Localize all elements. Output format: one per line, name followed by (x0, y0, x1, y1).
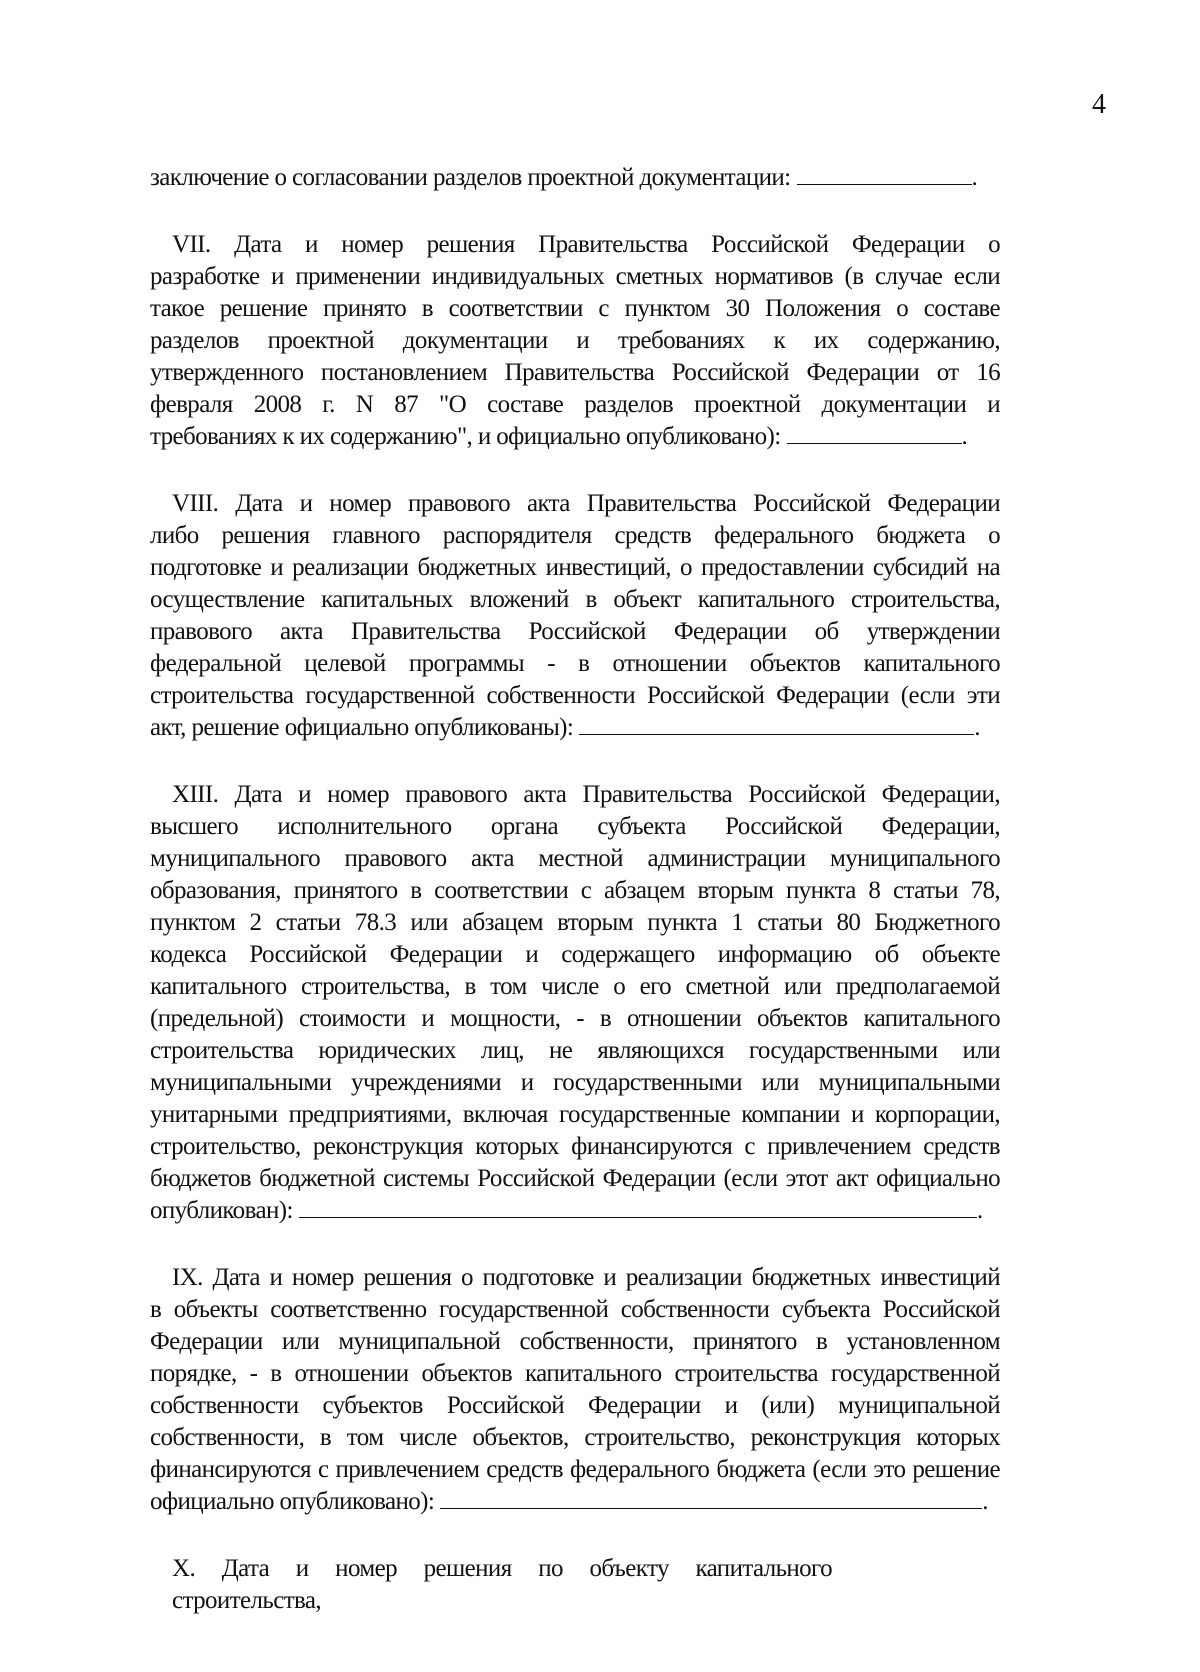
text-line: финансируются с привлечением средств федерального бюджета (если это решение (150, 1456, 1000, 1483)
fill-in-blank (797, 162, 972, 185)
text-line: порядке, - в отношении объектов капитального строительства государственной (150, 1360, 1000, 1387)
text-line: заключение о согласовании разделов проектной документации: (150, 164, 791, 191)
fill-in-blank (440, 1486, 982, 1509)
text-line: осуществление капитальных вложений в объект капитального строительства, (150, 586, 1000, 613)
text-line: такое решение принято в соответствии с пунктом 30 Положения о составе (150, 295, 1000, 322)
text-line: разработке и применении индивидуальных сметных нормативов (в случае если (150, 263, 1000, 290)
text-line: собственности субъектов Российской Федерации и (или) муниципальной (150, 1392, 1000, 1419)
text-line: капитального строительства, в том числе о его сметной или предполагаемой (150, 973, 1000, 1000)
text-line: акт, решение официально опубликованы): (150, 714, 574, 741)
text-line: строительства юридических лиц, не являющихся государственными или (150, 1037, 1000, 1064)
text-line: XIII. Дата и номер правового акта Правительства Российской Федерации, (172, 781, 1000, 808)
text-line: в объекты соответственно государственной собственности субъекта Российской (150, 1296, 1000, 1323)
text-line: строительства государственной собственности Российской Федерации (если эти (150, 682, 1000, 709)
text-line: кодекса Российской Федерации и содержащего информацию об объекте (150, 941, 1000, 968)
fill-in-blank (787, 421, 962, 444)
paragraph-section-viii: VIII. Дата и номер правового акта Правительства Российской Федерации либо решения главного распорядителя средств федерального бюджета о подготовке и реализации бюджетных инвестиций, о предоставлении субсидий на осуществление капитальных вложений в объект капитального строительства, правового акта Правительства Российской Федерации об утверждении федеральной целевой программы - в отношении объектов капитального строительства государственной собственности Российской Федерации (если эти акт, решение официально опубликованы): . (150, 490, 1000, 741)
paragraph-section-xiii: XIII. Дата и номер правового акта Правительства Российской Федерации, высшего исполнительного органа субъекта Российской Федерации, муниципального правового акта местной администрации муниципального образования, принятого в соответствии с абзацем вторым пункта 8 статьи 78, пунктом 2 статьи 78.3 или абзацем вторым пункта 1 статьи 80 Бюджетного кодекса Российской Федерации и содержащего информацию об объекте капитального строительства, в том числе о его сметной или предполагаемой (предельной) стоимости и мощности, - в отношении объектов капитального строительства юридических лиц, не являющихся государственными или муниципальными учреждениями и государственными или муниципальными унитарными предприятиями, включая государственные компании и корпорации, строительство, реконструкция которых финансируются с привлечением средств бюджетов бюджетной системы Российской Федерации (если этот акт официально опубликован): . (150, 781, 1000, 1224)
document-body (150, 162, 1000, 1614)
text-line: муниципального правового акта местной администрации муниципального (150, 845, 1000, 872)
text-line: VII. Дата и номер решения Правительства Российской Федерации о (172, 231, 1000, 258)
text-line: опубликован): (150, 1197, 293, 1224)
fill-in-blank (299, 1195, 977, 1218)
text-line: бюджетов бюджетной системы Российской Федерации (если этот акт официально (150, 1165, 1000, 1192)
text-line: подготовке и реализации бюджетных инвестиций, о предоставлении субсидий на (150, 554, 1000, 581)
text-line: X. Дата и номер решения по объекту капитального строительства, (172, 1555, 832, 1614)
text-line: официально опубликовано): (150, 1488, 435, 1515)
text-line: (предельной) стоимости и мощности, - в отношении объектов капитального (150, 1005, 1000, 1032)
paragraph-section-x (150, 1553, 1000, 1614)
page-number: 4 (1092, 89, 1106, 120)
text-line: утвержденного постановлением Правительства Российской Федерации от 16 (150, 359, 1000, 386)
text-line: разделов проектной документации и требованиях к их содержанию, (150, 327, 1000, 354)
fill-in-blank (579, 712, 974, 735)
text-line: высшего исполнительного органа субъекта Российской Федерации, (150, 813, 1000, 840)
text-line: пунктом 2 статьи 78.3 или абзацем вторым пункта 1 статьи 80 Бюджетного (150, 909, 1000, 936)
text-line: либо решения главного распорядителя средств федерального бюджета о (150, 522, 1000, 549)
text-line: строительство, реконструкция которых финансируются с привлечением средств (150, 1133, 1000, 1160)
text-line: правового акта Правительства Российской Федерации об утверждении (150, 618, 1000, 645)
paragraph-section-vii: VII. Дата и номер решения Правительства Российской Федерации о разработке и применении индивидуальных сметных нормативов (в случае если такое решение принято в соответствии с пунктом 30 Положения о составе разделов проектной документации и требованиях к их содержанию, утвержденного постановлением Правительства Российской Федерации от 16 февраля 2008 г. N 87 "О составе разделов проектной документации и требованиях к их содержанию", и официально опубликовано): . (150, 231, 1000, 450)
text-line: муниципальными учреждениями и государственными или муниципальными (150, 1069, 1000, 1096)
text-line: IX. Дата и номер решения о подготовке и реализации бюджетных инвестиций (172, 1264, 1000, 1291)
text-line: февраля 2008 г. N 87 "О составе разделов проектной документации и (150, 391, 1000, 418)
text-line: унитарными предприятиями, включая государственные компании и корпорации, (150, 1101, 1000, 1128)
text-line: федеральной целевой программы - в отношении объектов капитального (150, 650, 1000, 677)
text-line: собственности, в том числе объектов, строительство, реконструкция которых (150, 1424, 1000, 1451)
text-line: Федерации или муниципальной собственности, принятого в установленном (150, 1328, 1000, 1355)
text-line: образования, принятого в соответствии с абзацем вторым пункта 8 статьи 78, (150, 877, 1000, 904)
text-line: VIII. Дата и номер правового акта Правительства Российской Федерации (172, 490, 1000, 517)
paragraph-conclusion: заключение о согласовании разделов проектной документации: . (150, 164, 978, 191)
text-line: требованиях к их содержанию", и официально опубликовано): (150, 423, 781, 450)
paragraph-section-ix: IX. Дата и номер решения о подготовке и реализации бюджетных инвестиций в объекты соответственно государственной собственности субъекта Российской Федерации или муниципальной собственности, принятого в установленном порядке, - в отношении объектов капитального строительства государственной собственности субъектов Российской Федерации и (или) муниципальной собственности, в том числе объектов, строительство, реконструкция которых финансируются с привлечением средств федерального бюджета (если это решение официально опубликовано): . (150, 1264, 1000, 1515)
